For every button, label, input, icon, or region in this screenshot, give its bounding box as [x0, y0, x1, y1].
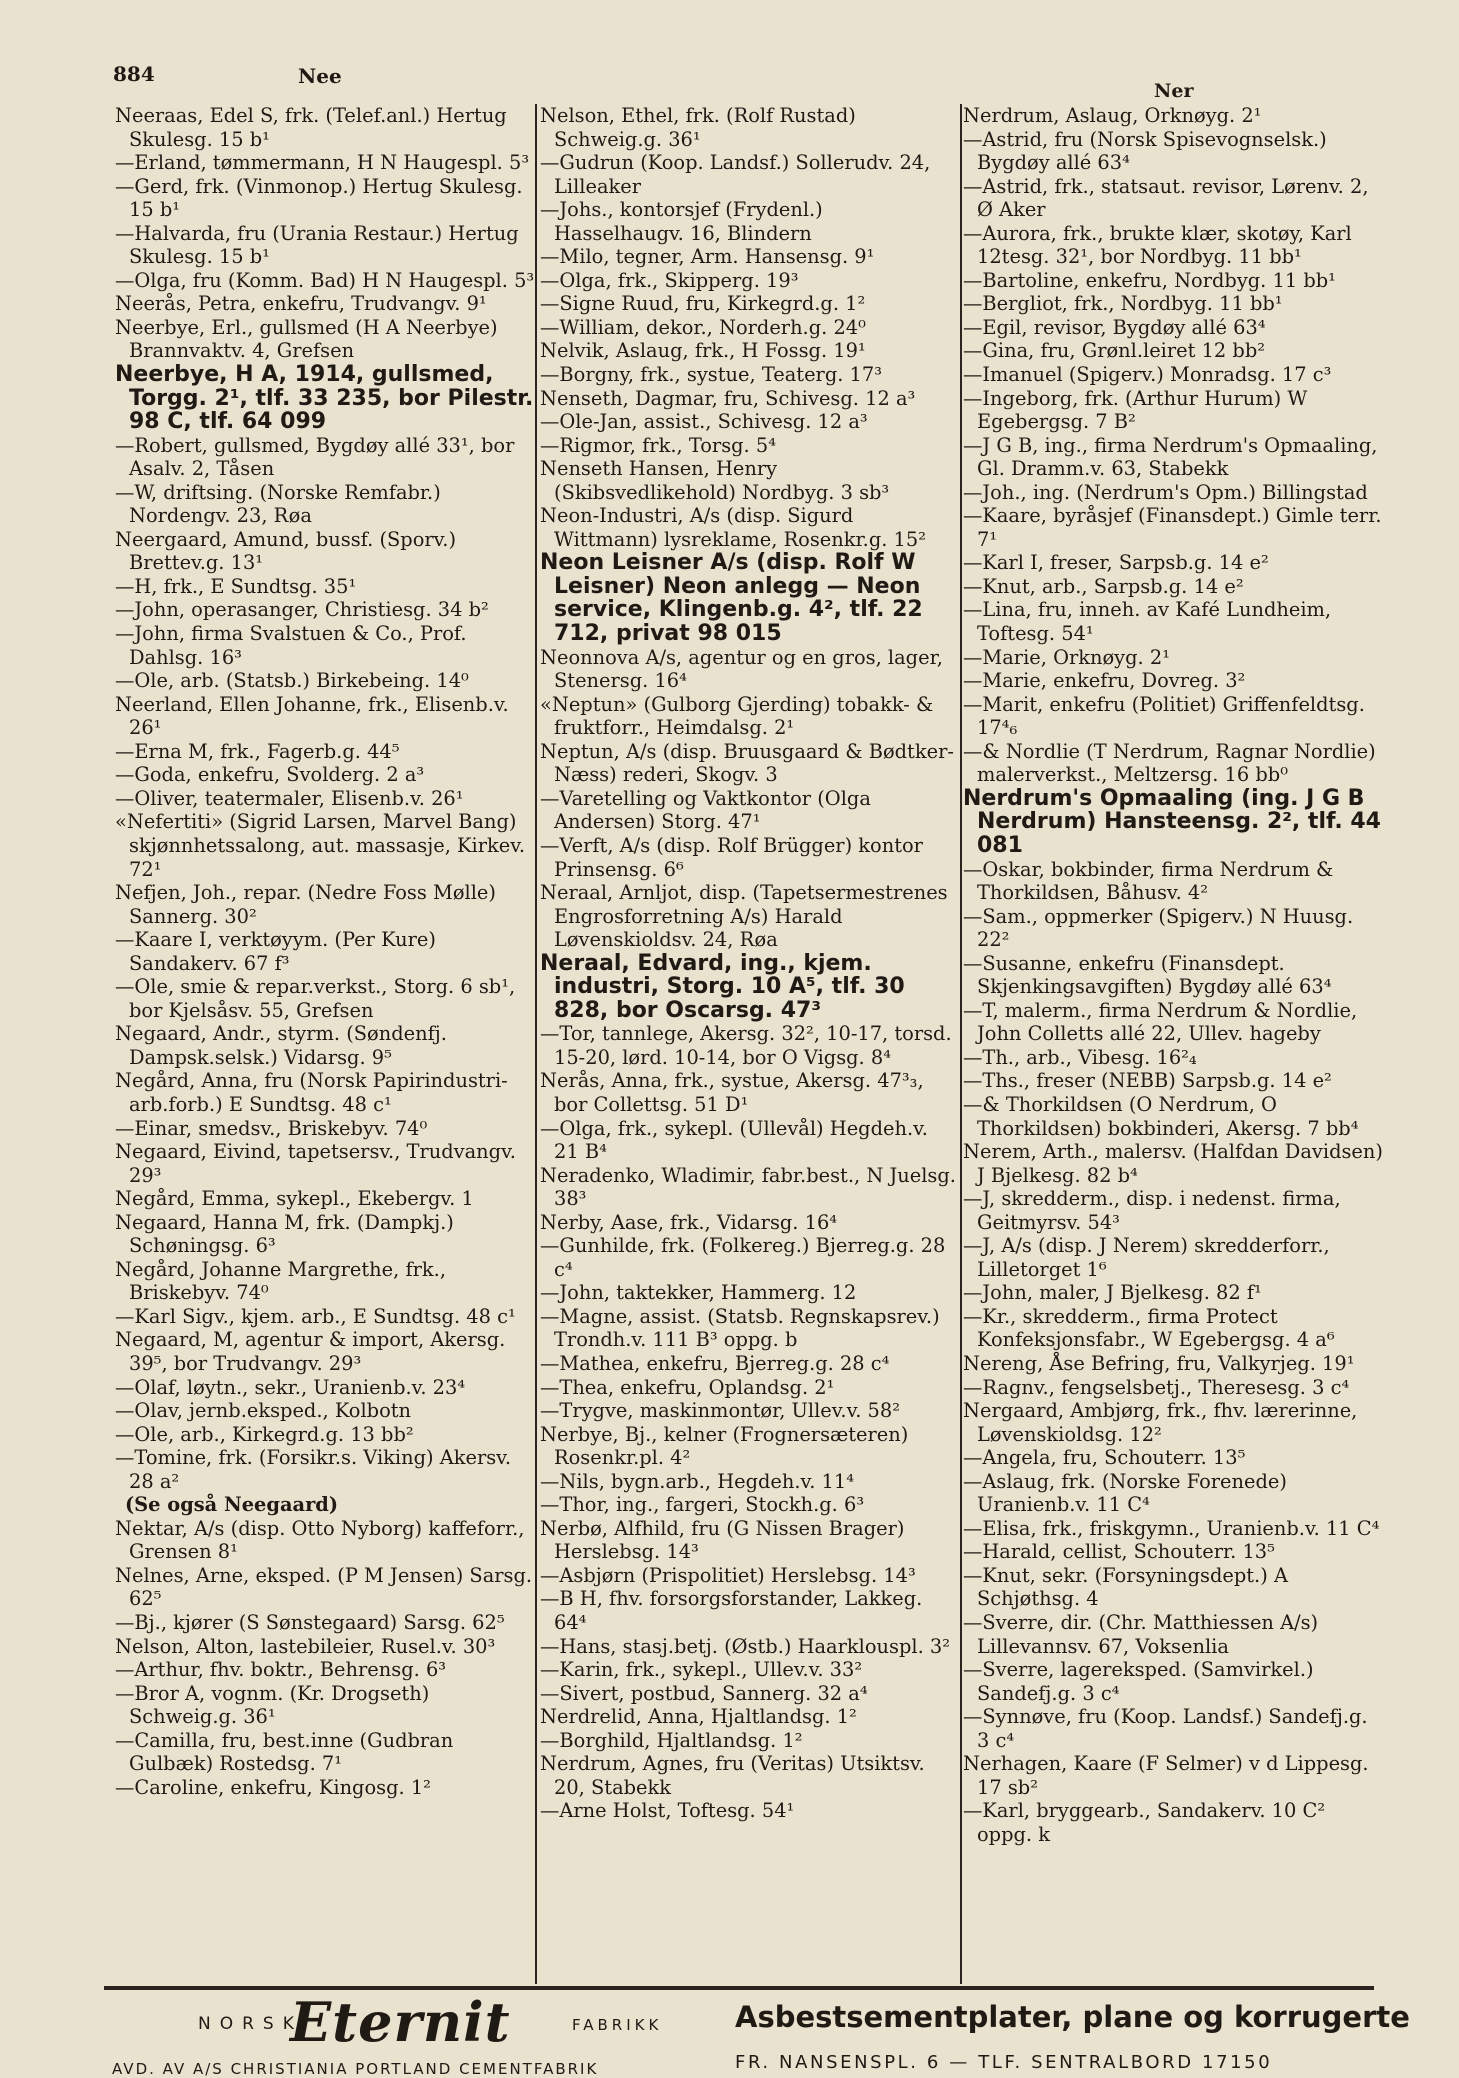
directory-entry: —Lina, fru, inneh. av Kafé Lundheim, Toftesg. 54¹ [963, 598, 1332, 646]
directory-entry: —Trygve, maskinmontør, Ullev.v. 58² [540, 1399, 901, 1423]
directory-entry: —Halvarda, fru (Urania Restaur.) Hertug Skulesg. 15 b¹ [115, 221, 519, 269]
directory-entry: —Aurora, frk., brukte klær, skotøy, Karl 12tesg. 32¹, bor Nordbyg. 11 bb¹ [963, 221, 1352, 269]
directory-entry: —Signe Ruud, fru, Kirkegrd.g. 1² [540, 292, 866, 316]
directory-entry: —Ingeborg, frk. (Arthur Hurum) W Egebergsg. 7 B² [963, 386, 1308, 434]
directory-entry: —Knut, sekr. (Forsyningsdept.) A Schjøthsg. 4 [963, 1563, 1288, 1611]
directory-entry: Neerland, Ellen Johanne, frk., Elisenb.v. 26¹ [115, 692, 509, 740]
directory-entry: —Magne, assist. (Statsb. Regnskapsrev.) Trondh.v. 111 B³ oppg. b [540, 1304, 940, 1352]
directory-entry: —Borgny, frk., systue, Teaterg. 17³ [540, 363, 883, 387]
directory-entry: —Kr., skredderm., firma Protect Konfeksjonsfabr., W Egebergsg. 4 a⁶ [963, 1304, 1335, 1352]
directory-entry: —Caroline, enkefru, Kingosg. 1² [115, 1775, 431, 1799]
directory-entry: —Oskar, bokbinder, firma Nerdrum & Thorkildsen, Båhusv. 4² [963, 857, 1334, 905]
directory-entry: —Nils, bygn.arb., Hegdeh.v. 11⁴ [540, 1469, 854, 1493]
brand-subline: AVD. AV A/S CHRISTIANIA PORTLAND CEMENTFABRIK [112, 2060, 599, 2078]
directory-entry: —& Thorkildsen (O Nerdrum, O Thorkildsen) bokbinderi, Akersg. 7 bb⁴ [963, 1092, 1359, 1140]
directory-entry: —Aslaug, frk. (Norske Forenede) Uranienb.v. 11 C⁴ [963, 1469, 1287, 1517]
directory-entry: —Olaf, løytn., sekr., Uranienb.v. 23⁴ [115, 1375, 466, 1399]
column-divider-1 [535, 104, 537, 1984]
directory-entry: —Harald, cellist, Schouterr. 13⁵ [963, 1540, 1275, 1564]
column-3 [963, 104, 1383, 1846]
directory-entry: —Olga, fru (Komm. Bad) H N Haugespl. 5³ [115, 268, 535, 292]
directory-entry: Negaard, Hanna M, frk. (Dampkj.) Schøningsg. 6³ [115, 1210, 454, 1258]
product-advert [735, 2000, 1410, 2073]
directory-entry: —Johs., kontorsjef (Frydenl.) Hasselhaugv. 16, Blindern [540, 198, 823, 245]
directory-entry: —Tomine, frk. (Forsikr.s. Viking) Akersv. 28 a² [115, 1446, 511, 1493]
directory-entry: —Ole, smie & repar.verkst., Storg. 6 sb¹, bor Kjelsåsv. 55, Grefsen [115, 975, 516, 1022]
advert-address: FR. NANSENSPL. 6 — TLF. SENTRALBORD 17150 [735, 2052, 1273, 2073]
column-2 [540, 104, 956, 1823]
directory-entry: —Arthur, fhv. boktr., Behrensg. 6³ [115, 1658, 447, 1682]
directory-entry: —Olga, frk., Skipperg. 19³ [540, 268, 799, 292]
directory-entry: —John, operasanger, Christiesg. 34 b² [115, 598, 489, 622]
directory-entry: Negaard, Eivind, tapetsersv., Trudvangv. 29³ [115, 1140, 516, 1187]
directory-entry: —Borghild, Hjaltlandsg. 1² [540, 1728, 803, 1752]
directory-entry: —Kaare, byråsjef (Finansdept.) Gimle terr. 7¹ [963, 504, 1382, 551]
directory-entry: Negaard, M, agentur & import, Akersg. 39⁵, bor Trudvangv. 29³ [115, 1328, 506, 1375]
directory-entry: Nerem, Arth., malersv. (Halfdan Davidsen) J Bjelkesg. 82 b⁴ [963, 1140, 1383, 1187]
directory-entry: —Olga, frk., sykepl. (Ullevål) Hegdeh.v. 21 B⁴ [540, 1116, 928, 1164]
directory-entry: —Olav, jernb.eksped., Kolbotn [115, 1399, 412, 1423]
directory-entry: —Ole-Jan, assist., Schivesg. 12 a³ [540, 410, 868, 434]
directory-entry: Negård, Johanne Margrethe, frk., Briskebyv. 74⁰ [115, 1257, 446, 1305]
directory-entry: —Rigmor, frk., Torsg. 5⁴ [540, 433, 776, 457]
directory-entry: —Marie, enkefru, Dovreg. 3² [963, 669, 1246, 693]
directory-entry: —Sam., oppmerker (Spigerv.) N Huusg. 22² [963, 904, 1354, 952]
directory-entry: —T, malerm., firma Nerdrum & Nordlie, John Colletts allé 22, Ullev. hageby [963, 998, 1358, 1046]
directory-entry: Nerbø, Alfhild, fru (G Nissen Brager) Herslebsg. 14³ [540, 1516, 905, 1564]
directory-entry: (Se også Neegaard) [125, 1493, 339, 1517]
directory-entry: —Camilla, fru, best.inne (Gudbran Gulbæk) Rostedsg. 7¹ [115, 1728, 454, 1776]
directory-entry: Neergaard, Amund, bussf. (Sporv.) Brettev.g. 13¹ [115, 527, 457, 575]
directory-entry: Neerbye, H A, 1914, gullsmed, Torgg. 2¹, tlf. 33 235, bor Pilestr. 98 C, tlf. 64 099 [115, 362, 534, 435]
directory-entry: —Ths., freser (NEBB) Sarpsb.g. 14 e² [963, 1069, 1332, 1093]
directory-entry: —Marie, Orknøyg. 2¹ [963, 645, 1170, 669]
header-left-word: Nee [298, 64, 342, 88]
directory-entry: —Ole, arb., Kirkegrd.g. 13 bb² [115, 1422, 414, 1446]
directory-entry: «Nefertiti» (Sigrid Larsen, Marvel Bang) skjønnhetssalong, aut. massasje, Kirkev. 72¹ [115, 810, 526, 881]
directory-entry: —Elisa, frk., friskgymn., Uranienb.v. 11 C⁴ [963, 1516, 1380, 1540]
directory-entry: —Bror A, vognm. (Kr. Drogseth) Schweig.g. 36¹ [115, 1681, 430, 1729]
directory-entry: —Mathea, enkefru, Bjerreg.g. 28 c⁴ [540, 1351, 890, 1375]
directory-entry: Nereng, Åse Befring, fru, Valkyrjeg. 19¹ [963, 1351, 1355, 1375]
directory-entry: —Karl I, freser, Sarpsb.g. 14 e² [963, 551, 1269, 575]
directory-entry: Negård, Anna, fru (Norsk Papirindustri-arb.forb.) E Sundtsg. 48 c¹ [115, 1069, 508, 1116]
directory-entry: Nerhagen, Kaare (F Selmer) v d Lippesg. 17 sb² [963, 1752, 1369, 1799]
directory-entry: —William, dekor., Norderh.g. 24⁰ [540, 315, 866, 339]
directory-entry: —Angela, fru, Schouterr. 13⁵ [963, 1446, 1246, 1470]
directory-entry: Nenseth Hansen, Henry (Skibsvedlikehold) Nordbyg. 3 sb³ [540, 457, 890, 504]
directory-entry: Nerdrum's Opmaaling (ing. J G B Nerdrum) Hansteensg. 2², tlf. 44 081 [963, 785, 1381, 858]
directory-entry: —Susanne, enkefru (Finansdept. Skjenkingsavgiften) Bygdøy allé 63⁴ [963, 951, 1332, 999]
brand-fabrikk: FABRIKK [572, 2016, 663, 2034]
directory-entry: —Astrid, fru (Norsk Spisevognselsk.) Bygdøy allé 63⁴ [963, 127, 1327, 175]
directory-entry: —W, driftsing. (Norske Remfabr.) Nordengv. 23, Røa [115, 480, 441, 528]
directory-entry: Nelvik, Aslaug, frk., H Fossg. 19¹ [540, 339, 866, 363]
directory-entry: —Thor, ing., fargeri, Stockh.g. 6³ [540, 1493, 865, 1517]
directory-entry: —B H, fhv. forsorgsforstander, Lakkeg. 64⁴ [540, 1587, 923, 1634]
directory-entry: —Ole, arb. (Statsb.) Birkebeing. 14⁰ [115, 669, 469, 693]
directory-entry: —Sivert, postbud, Sannerg. 32 a⁴ [540, 1681, 868, 1705]
directory-entry: —John, maler, J Bjelkesg. 82 f¹ [963, 1281, 1262, 1305]
directory-entry: —J, skredderm., disp. i nedenst. firma, Geitmyrsv. 54³ [963, 1187, 1341, 1234]
directory-entry: Neraal, Edvard, ing., kjem. industri, Storg. 10 A⁵, tlf. 30 828, bor Oscarsg. 47³ [540, 950, 905, 1023]
directory-entry: Neerbye, Erl., gullsmed (H A Neerbye) Brannvaktv. 4, Grefsen [115, 315, 498, 363]
directory-entry: —& Nordlie (T Nerdrum, Ragnar Nordlie) malerverkst., Meltzersg. 16 bb⁰ [963, 739, 1376, 787]
directory-entry: Nelnes, Arne, eksped. (P M Jensen) Sarsg. 62⁵ [115, 1563, 533, 1611]
directory-entry: —Erna M, frk., Fagerb.g. 44⁵ [115, 739, 400, 763]
directory-entry: Nelson, Ethel, frk. (Rolf Rustad) Schweig.g. 36¹ [540, 104, 856, 151]
column-divider-2 [960, 104, 962, 1984]
directory-entry: Neraal, Arnljot, disp. (Tapetsermestrenes Engrosforretning A/s) Harald Løvenskioldsv. 24, Røa [540, 881, 948, 952]
column-1 [115, 104, 535, 1799]
directory-entry: —Karin, frk., sykepl., Ullev.v. 33² [540, 1658, 863, 1682]
header-right-word: Ner [1154, 80, 1194, 102]
directory-entry: —Gunhilde, frk. (Folkereg.) Bjerreg.g. 28 c⁴ [540, 1234, 946, 1281]
directory-entry: —Varetelling og Vaktkontor (Olga Andersen) Storg. 47¹ [540, 786, 871, 834]
directory-entry: —Bergliot, frk., Nordbyg. 11 bb¹ [963, 292, 1283, 316]
directory-entry: —Synnøve, fru (Koop. Landsf.) Sandefj.g. 3 c⁴ [963, 1705, 1368, 1752]
directory-entry: —Sverre, lagereksped. (Samvirkel.) Sandefj.g. 3 c⁴ [963, 1658, 1314, 1705]
directory-entry: —Kaare I, verktøyym. (Per Kure) Sandakerv. 67 f³ [115, 928, 436, 975]
directory-entry: —Karl, bryggearb., Sandakerv. 10 C² oppg. k [963, 1799, 1326, 1846]
directory-entry: —Marit, enkefru (Politiet) Griffenfeldtsg. 17⁴₆ [963, 692, 1365, 740]
directory-entry: —Ragnv., fengselsbetj., Theresesg. 3 c⁴ [963, 1375, 1350, 1399]
directory-entry: —J G B, ing., firma Nerdrum's Opmaaling, Gl. Dramm.v. 63, Stabekk [963, 433, 1378, 481]
directory-entry: —Gina, fru, Grønl.leiret 12 bb² [963, 339, 1266, 363]
directory-entry: —Bj., kjører (S Sønstegaard) Sarsg. 62⁵ [115, 1611, 505, 1634]
directory-entry: Negård, Emma, sykepl., Ekebergv. 1 [115, 1187, 474, 1211]
directory-entry: —Knut, arb., Sarpsb.g. 14 e² [963, 574, 1244, 598]
eternit-logo [110, 1992, 730, 2052]
directory-entry: —Asbjørn (Prispolitiet) Herslebsg. 14³ [540, 1563, 916, 1587]
directory-entry: Nerby, Aase, frk., Vidarsg. 16⁴ [540, 1210, 838, 1234]
directory-entry: —Imanuel (Spigerv.) Monradsg. 17 c³ [963, 363, 1332, 387]
directory-entry: Nelson, Alton, lastebileier, Rusel.v. 30³ [115, 1634, 496, 1658]
directory-entry: Nektar, A/s (disp. Otto Nyborg) kaffeforr., Grensen 8¹ [115, 1516, 525, 1564]
directory-entry: —Gerd, frk. (Vinmonop.) Hertug Skulesg. 15 b¹ [115, 174, 523, 222]
directory-entry: —Astrid, frk., statsaut. revisor, Lørenv. 2, Ø Aker [963, 174, 1369, 222]
directory-entry: —Gudrun (Koop. Landsf.) Sollerudv. 24, Lilleaker [540, 151, 931, 198]
directory-entry: Neon-Industri, A/s (disp. Sigurd Wittmann) lysreklame, Rosenkr.g. 15² [540, 504, 927, 551]
directory-entry: Nerås, Anna, frk., systue, Akersg. 47³₃, bor Collettsg. 51 D¹ [540, 1069, 924, 1116]
directory-entry: —Erland, tømmermann, H N Haugespl. 5³ [115, 151, 530, 175]
directory-entry: —Goda, enkefru, Svolderg. 2 a³ [115, 763, 425, 787]
directory-entry: «Neptun» (Gulborg Gjerding) tobakk- & fruktforr., Heimdalsg. 2¹ [540, 692, 934, 740]
directory-entry: —Oliver, teatermaler, Elisenb.v. 26¹ [115, 786, 464, 810]
directory-entry: Neonnova A/s, agentur og en gros, lager, Stenersg. 16⁴ [540, 645, 943, 693]
directory-entry: Neerås, Petra, enkefru, Trudvangv. 9¹ [115, 292, 487, 316]
directory-entry: —John, taktekker, Hammerg. 12 [540, 1281, 857, 1305]
brand-norsk: NORSK [198, 2014, 303, 2034]
directory-entry: —Th., arb., Vibesg. 16²₄ [963, 1045, 1197, 1069]
page-number: 884 [113, 62, 155, 86]
directory-entry: —Hans, stasj.betj. (Østb.) Haarklouspl. 3² [540, 1634, 951, 1658]
directory-entry: Nefjen, Joh., repar. (Nedre Foss Mølle) Sannerg. 30² [115, 881, 496, 928]
directory-entry: —Sverre, dir. (Chr. Matthiessen A/s) Lillevannsv. 67, Voksenlia [963, 1611, 1319, 1658]
directory-entry: —John, firma Svalstuen & Co., Prof. Dahlsg. 16³ [115, 622, 467, 669]
directory-entry: —Robert, gullsmed, Bygdøy allé 33¹, bor Asalv. 2, Tåsen [115, 433, 515, 481]
directory-entry: —Milo, tegner, Arm. Hansensg. 9¹ [540, 245, 875, 269]
directory-entry: —Karl Sigv., kjem. arb., E Sundtsg. 48 c¹ [115, 1304, 516, 1328]
directory-entry: Neon Leisner A/s (disp. Rolf W Leisner) Neon anlegg — Neon service, Klingenb.g. 4², tlf. 22 712, privat 98 015 [540, 550, 923, 647]
directory-entry: Nerdrelid, Anna, Hjaltlandsg. 1² [540, 1705, 857, 1729]
directory-entry: Nerdrum, Aslaug, Orknøyg. 2¹ [963, 104, 1262, 127]
directory-entry: —Thea, enkefru, Oplandsg. 2¹ [540, 1375, 835, 1399]
directory-entry: Nerbye, Bj., kelner (Frognersæteren) Rosenkr.pl. 4² [540, 1422, 909, 1470]
directory-entry: Neptun, A/s (disp. Bruusgaard & Bødtker-Næss) rederi, Skogv. 3 [540, 739, 954, 787]
directory-entry: —H, frk., E Sundtsg. 35¹ [115, 574, 357, 598]
directory-entry: —Tor, tannlege, Akersg. 32², 10-17, torsd. 15-20, lørd. 10-14, bor O Vigsg. 8⁴ [540, 1022, 952, 1069]
directory-entry: Nergaard, Ambjørg, frk., fhv. lærerinne, Løvenskioldsg. 12² [963, 1399, 1358, 1446]
directory-entry: Nenseth, Dagmar, fru, Schivesg. 12 a³ [540, 386, 916, 410]
directory-entry: —Einar, smedsv., Briskebyv. 74⁰ [115, 1116, 428, 1140]
directory-entry: —Verft, A/s (disp. Rolf Brügger) kontor Prinsensg. 6⁶ [540, 833, 923, 881]
directory-entry: —Arne Holst, Toftesg. 54¹ [540, 1799, 795, 1823]
directory-entry: Neradenko, Wladimir, fabr.best., N Juelsg. 38³ [540, 1163, 956, 1211]
brand-name: Eternit [290, 1990, 511, 2054]
directory-entry: Nerdrum, Agnes, fru (Veritas) Utsiktsv. 20, Stabekk [540, 1752, 925, 1799]
directory-entry: —Egil, revisor, Bygdøy allé 63⁴ [963, 315, 1266, 339]
directory-entry: Negaard, Andr., styrm. (Søndenfj. Dampsk.selsk.) Vidarsg. 9⁵ [115, 1022, 447, 1069]
directory-entry: —Joh., ing. (Nerdrum's Opm.) Billingstad [963, 480, 1368, 504]
advert-headline: Asbestsementplater, plane og korrugerte [735, 2000, 1410, 2034]
directory-entry: Neeraas, Edel S, frk. (Telef.anl.) Hertug Skulesg. 15 b¹ [115, 104, 507, 151]
directory-entry: —J, A/s (disp. J Nerem) skredderforr., Lilletorget 1⁶ [963, 1234, 1330, 1281]
directory-entry: —Bartoline, enkefru, Nordbyg. 11 bb¹ [963, 268, 1336, 292]
